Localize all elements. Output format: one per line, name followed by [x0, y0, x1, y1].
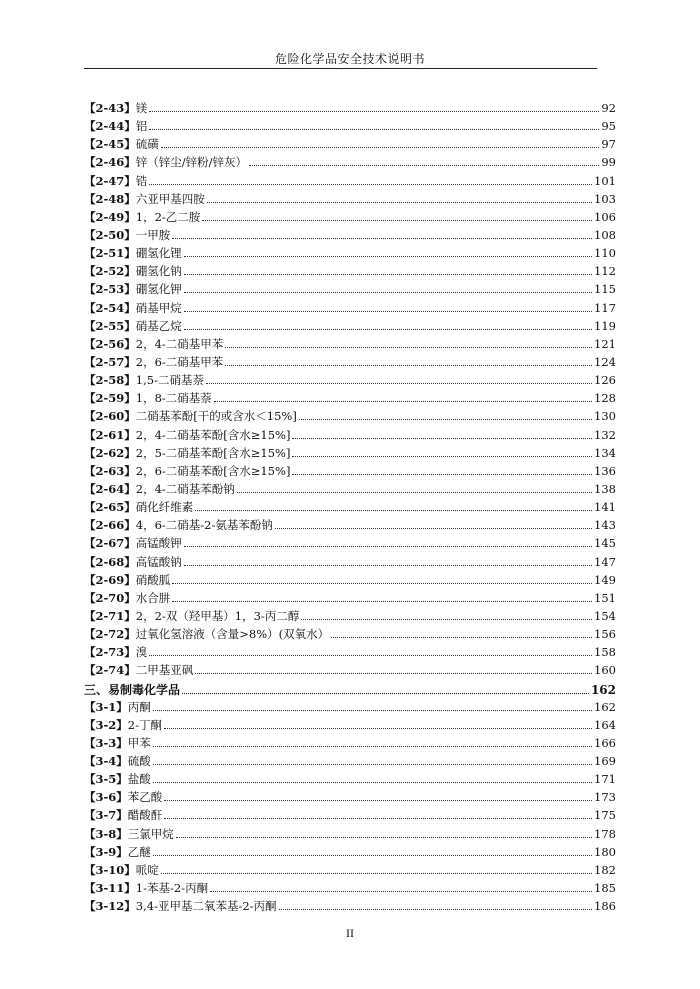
- toc-dot-leader: [292, 456, 592, 457]
- toc-entry[interactable]: [84, 245, 616, 263]
- toc-entry[interactable]: [84, 281, 616, 299]
- toc-page-number: 171: [594, 772, 616, 787]
- toc-dot-leader: [176, 837, 592, 838]
- toc-entry[interactable]: [84, 463, 616, 481]
- toc-page-number: 128: [594, 391, 616, 406]
- toc-entry[interactable]: [84, 662, 616, 680]
- toc-dot-leader: [292, 438, 592, 439]
- toc-page-number: 175: [594, 808, 616, 823]
- toc-entry-title: 哌啶: [135, 862, 159, 877]
- toc-page-number: 166: [594, 735, 616, 750]
- toc-entry-title: 硼氢化钾: [135, 282, 182, 297]
- toc-page-number: 110: [594, 246, 616, 261]
- toc-entry-code: 【2-56】: [84, 336, 136, 351]
- toc-entry-code: 【2-59】: [84, 391, 136, 406]
- toc-page-number: 180: [594, 844, 616, 859]
- toc-page-number: 154: [594, 608, 616, 623]
- toc-entry-code: 【2-71】: [84, 608, 136, 623]
- toc-dot-leader: [184, 329, 592, 330]
- toc-entry-code: 【2-48】: [84, 191, 136, 206]
- toc-dot-leader: [207, 202, 592, 203]
- toc-entry[interactable]: [84, 535, 616, 553]
- toc-page-number: 101: [594, 173, 616, 188]
- toc-entry[interactable]: [84, 481, 616, 499]
- header-rule: [84, 68, 597, 69]
- toc-dot-leader: [149, 129, 599, 130]
- toc-entry[interactable]: [84, 880, 616, 898]
- toc-entry[interactable]: [84, 554, 616, 572]
- toc-entry[interactable]: [84, 191, 616, 209]
- toc-page-number: 134: [594, 445, 616, 460]
- toc-entry-title: 2，4-二硝基苯酚[含水≥15%]: [135, 427, 291, 442]
- toc-entry[interactable]: [84, 263, 616, 281]
- toc-entry-title: 苯乙酸: [127, 790, 163, 805]
- toc-entry-title: 镁: [135, 101, 148, 115]
- toc-entry-title: 硫磺: [135, 137, 159, 152]
- toc-entry-code: 【3-10】: [84, 862, 136, 877]
- toc-entry-code: 【2-64】: [84, 481, 136, 496]
- toc-entry-code: 【2-72】: [84, 627, 136, 642]
- toc-dot-leader: [164, 818, 592, 819]
- toc-entry-title: 硝酸胍: [135, 572, 171, 587]
- toc-entry[interactable]: [84, 100, 616, 118]
- toc-entry[interactable]: [84, 227, 616, 245]
- toc-entry[interactable]: [84, 173, 616, 191]
- toc-entry-code: 【2-44】: [84, 119, 136, 134]
- toc-entry-code: 【2-52】: [84, 264, 136, 279]
- toc-entry-title: 醋酸酐: [127, 808, 163, 823]
- toc-dot-leader: [292, 474, 592, 475]
- toc-entry-title: 1，8-二硝基萘: [135, 391, 212, 406]
- toc-entry-title: 2，6-二硝基苯酚[含水≥15%]: [135, 463, 291, 478]
- toc-entry[interactable]: [84, 154, 616, 172]
- toc-entry[interactable]: [84, 300, 616, 318]
- toc-page-number: 186: [594, 899, 616, 914]
- toc-entry[interactable]: [84, 608, 616, 626]
- toc-page-number: 151: [594, 590, 616, 605]
- toc-dot-leader: [161, 147, 600, 148]
- toc-dot-leader: [195, 673, 592, 674]
- toc-page-number: 162: [594, 699, 616, 714]
- toc-entry-title: 硼氢化钠: [135, 264, 182, 279]
- toc-entry-code: 【3-7】: [84, 808, 128, 823]
- toc-entry-title: 3,4-亚甲基二氧苯基-2-丙酮: [135, 899, 277, 914]
- toc-dot-leader: [172, 238, 592, 239]
- toc-entry[interactable]: [84, 517, 616, 535]
- toc-dot-leader: [206, 383, 592, 384]
- toc-entry-code: 【2-69】: [84, 572, 136, 587]
- toc-entry-title: 硝化纤维素: [135, 500, 194, 515]
- toc-section-title: 三、易制毒化学品: [84, 682, 181, 697]
- toc-entry-code: 【2-65】: [84, 500, 136, 515]
- toc-dot-leader: [184, 292, 592, 293]
- toc-entry-code: 【3-11】: [84, 881, 136, 896]
- toc-dot-leader: [210, 891, 592, 892]
- toc-page-number: 178: [594, 826, 616, 841]
- toc-dot-leader: [161, 873, 592, 874]
- toc-entry[interactable]: [84, 136, 616, 154]
- toc-entry[interactable]: [84, 336, 616, 354]
- toc-page-number: 132: [594, 427, 616, 442]
- toc-entry-code: 【2-61】: [84, 427, 136, 442]
- toc-page-number: 126: [594, 373, 616, 388]
- toc-dot-leader: [153, 746, 592, 747]
- toc-entry-title: 2，2-双（羟甲基）1，3-丙二醇: [135, 608, 300, 623]
- toc-page-number: 162: [590, 682, 616, 697]
- toc-entry[interactable]: [84, 590, 616, 608]
- toc-page-number: 136: [594, 463, 616, 478]
- toc-page-number: 149: [594, 572, 616, 587]
- toc-entry[interactable]: [84, 390, 616, 408]
- toc-entry[interactable]: [84, 499, 616, 517]
- toc-dot-leader: [249, 165, 599, 166]
- toc-entry[interactable]: [84, 445, 616, 463]
- toc-page-number: 115: [594, 282, 616, 297]
- toc-dot-leader: [184, 311, 592, 312]
- toc-page-number: 141: [594, 500, 616, 515]
- toc-dot-leader: [182, 693, 589, 694]
- toc-page-number: 156: [594, 627, 616, 642]
- toc-entry-title: 乙醚: [127, 844, 151, 859]
- toc-entry[interactable]: [84, 807, 616, 825]
- toc-entry-code: 【3-4】: [84, 754, 128, 769]
- toc-entry[interactable]: [84, 862, 616, 880]
- toc-entry[interactable]: [84, 771, 616, 789]
- toc-entry-title: 二甲基亚砜: [135, 663, 194, 678]
- toc-dot-leader: [149, 655, 592, 656]
- toc-entry-code: 【3-3】: [84, 735, 128, 750]
- toc-entry-code: 【2-55】: [84, 318, 136, 333]
- toc-entry-title: 2-丁酮: [127, 717, 162, 732]
- toc-entry-code: 【3-2】: [84, 717, 128, 732]
- toc-dot-leader: [225, 365, 592, 366]
- toc-entry-title: 丙酮: [127, 699, 151, 714]
- toc-entry-title: 六亚甲基四胺: [135, 191, 205, 206]
- table-of-contents: [84, 100, 616, 916]
- toc-dot-leader: [172, 583, 592, 584]
- toc-page-number: 112: [594, 264, 616, 279]
- toc-entry-code: 【2-63】: [84, 463, 136, 478]
- toc-entry-title: 三氯甲烷: [127, 826, 174, 841]
- toc-page-number: 103: [594, 191, 616, 206]
- toc-entry-title: 盐酸: [127, 772, 151, 787]
- toc-dot-leader: [153, 855, 592, 856]
- toc-entry[interactable]: [84, 844, 616, 862]
- toc-page-number: 99: [601, 155, 616, 170]
- toc-page-number: 92: [601, 101, 616, 115]
- toc-entry-title: 水合肼: [135, 590, 171, 605]
- toc-entry[interactable]: [84, 318, 616, 336]
- toc-dot-leader: [184, 256, 592, 257]
- toc-dot-leader: [184, 546, 592, 547]
- toc-dot-leader: [195, 510, 592, 511]
- toc-entry-title: 2，4-二硝基甲苯: [135, 336, 224, 351]
- toc-entry[interactable]: [84, 572, 616, 590]
- toc-page-number: 169: [594, 754, 616, 769]
- toc-entry-code: 【3-6】: [84, 790, 128, 805]
- toc-entry-title: 过氧化氢溶液（含量>8%）(双氧水）: [135, 627, 330, 642]
- toc-entry-title: 2，5-二硝基苯酚[含水≥15%]: [135, 445, 291, 460]
- toc-page-number: 185: [594, 881, 616, 896]
- toc-entry-code: 【3-5】: [84, 772, 128, 787]
- toc-dot-leader: [153, 782, 592, 783]
- toc-entry-code: 【2-49】: [84, 209, 136, 224]
- toc-page-number: 124: [594, 354, 616, 369]
- toc-page-number: 138: [594, 481, 616, 496]
- toc-entry-code: 【2-51】: [84, 246, 136, 261]
- toc-page-number: 117: [594, 300, 616, 315]
- toc-entry-code: 【2-57】: [84, 354, 136, 369]
- toc-dot-leader: [149, 111, 599, 112]
- toc-page-number: 160: [594, 663, 616, 678]
- toc-entry-code: 【2-43】: [84, 101, 136, 115]
- toc-entry-code: 【2-74】: [84, 663, 136, 678]
- toc-dot-leader: [237, 492, 592, 493]
- toc-entry[interactable]: [84, 826, 616, 844]
- toc-entry-title: 一甲胺: [135, 227, 171, 242]
- toc-section-heading[interactable]: [84, 681, 616, 699]
- toc-entry[interactable]: [84, 699, 616, 717]
- toc-entry[interactable]: [84, 354, 616, 372]
- toc-entry[interactable]: [84, 644, 616, 662]
- toc-entry-code: 【3-1】: [84, 699, 128, 714]
- toc-entry-title: 高锰酸钠: [135, 554, 182, 569]
- toc-entry-title: 硼氢化锂: [135, 246, 182, 261]
- toc-entry-title: 甲苯: [127, 735, 151, 750]
- toc-entry-code: 【3-8】: [84, 826, 128, 841]
- toc-page-number: 121: [594, 336, 616, 351]
- toc-dot-leader: [279, 909, 593, 910]
- toc-page-number: 173: [594, 790, 616, 805]
- toc-page-number: 145: [594, 536, 616, 551]
- toc-page-number: 106: [594, 209, 616, 224]
- toc-entry-title: 2，4-二硝基苯酚钠: [135, 481, 235, 496]
- toc-dot-leader: [331, 637, 592, 638]
- toc-page-number: 97: [601, 137, 616, 152]
- toc-entry-code: 【2-68】: [84, 554, 136, 569]
- toc-page-number: 95: [601, 119, 616, 134]
- toc-entry[interactable]: [84, 753, 616, 771]
- toc-dot-leader: [225, 347, 592, 348]
- page-header-title: 危险化学品安全技术说明书: [274, 52, 425, 66]
- toc-dot-leader: [184, 274, 592, 275]
- toc-entry-code: 【2-53】: [84, 282, 136, 297]
- toc-entry[interactable]: [84, 372, 616, 390]
- toc-page-number: 147: [594, 554, 616, 569]
- toc-entry-title: 1-苯基-2-丙酮: [135, 881, 209, 896]
- toc-entry-title: 硝基乙烷: [135, 318, 182, 333]
- toc-entry-code: 【3-9】: [84, 844, 128, 859]
- toc-entry-title: 二硝基苯酚[干的或含水＜15%]: [135, 409, 297, 424]
- toc-entry[interactable]: [84, 118, 616, 136]
- page-number-footer: II: [346, 926, 354, 940]
- toc-page-number: 164: [594, 717, 616, 732]
- toc-entry-code: 【2-60】: [84, 409, 136, 424]
- toc-dot-leader: [301, 619, 592, 620]
- toc-entry-title: 锆: [135, 173, 148, 188]
- toc-entry-code: 【2-73】: [84, 645, 136, 660]
- toc-entry-code: 【2-50】: [84, 227, 136, 242]
- toc-entry-title: 高锰酸钾: [135, 536, 182, 551]
- toc-entry-code: 【2-47】: [84, 173, 136, 188]
- toc-entry-code: 【2-70】: [84, 590, 136, 605]
- toc-entry[interactable]: [84, 735, 616, 753]
- toc-entry-code: 【2-45】: [84, 137, 136, 152]
- toc-entry[interactable]: [84, 898, 616, 916]
- toc-dot-leader: [172, 601, 592, 602]
- toc-entry-title: 1，2-乙二胺: [135, 209, 201, 224]
- toc-entry-code: 【2-66】: [84, 518, 136, 533]
- toc-entry-title: 铝: [135, 119, 148, 134]
- toc-entry-code: 【2-67】: [84, 536, 136, 551]
- toc-entry[interactable]: [84, 626, 616, 644]
- toc-dot-leader: [184, 565, 592, 566]
- toc-page-number: 108: [594, 227, 616, 242]
- toc-dot-leader: [153, 764, 592, 765]
- toc-dot-leader: [214, 401, 592, 402]
- toc-page-number: 182: [594, 862, 616, 877]
- toc-dot-leader: [164, 800, 592, 801]
- toc-dot-leader: [202, 220, 592, 221]
- toc-entry-title: 锌（锌尘/锌粉/锌灰）: [135, 155, 248, 170]
- toc-entry-code: 【2-46】: [84, 155, 136, 170]
- toc-dot-leader: [149, 184, 592, 185]
- toc-dot-leader: [153, 710, 592, 711]
- toc-entry-code: 【3-12】: [84, 899, 136, 914]
- toc-entry[interactable]: [84, 408, 616, 426]
- toc-dot-leader: [275, 528, 592, 529]
- toc-entry-code: 【2-54】: [84, 300, 136, 315]
- toc-entry[interactable]: [84, 789, 616, 807]
- toc-entry[interactable]: [84, 209, 616, 227]
- toc-entry-title: 1,5-二硝基萘: [135, 373, 204, 388]
- toc-entry-code: 【2-58】: [84, 373, 136, 388]
- toc-entry-title: 溴: [135, 645, 148, 660]
- toc-page-number: 158: [594, 645, 616, 660]
- toc-page-number: 130: [594, 409, 616, 424]
- toc-entry[interactable]: [84, 427, 616, 445]
- toc-entry-title: 硝基甲烷: [135, 300, 182, 315]
- toc-entry[interactable]: [84, 717, 616, 735]
- toc-entry-title: 4，6-二硝基-2-氨基苯酚钠: [135, 518, 273, 533]
- toc-entry-title: 2，6-二硝基甲苯: [135, 354, 224, 369]
- toc-entry-code: 【2-62】: [84, 445, 136, 460]
- toc-dot-leader: [299, 419, 592, 420]
- toc-page-number: 119: [594, 318, 616, 333]
- toc-dot-leader: [164, 728, 592, 729]
- toc-entry-title: 硫酸: [127, 754, 151, 769]
- toc-page-number: 143: [594, 518, 616, 533]
